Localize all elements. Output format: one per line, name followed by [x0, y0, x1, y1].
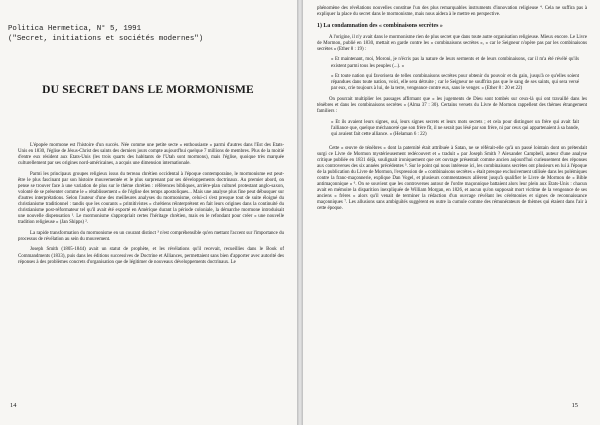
quotation: « Et toute nation qui favorisera de telles combinaisons secrètes pour obtenir du pouvoir et du gain, jusqu'à ce qu'elles soient répandues dans toute nation, voici, elle sera détruite ; car le Seigneur ne souffrira pas que le sang de ses saints, qui sera versé par eux, crie toujours à lui, de la terre, vengeance contre eux, sans le venger. » (Ether 8 : 20 et 22) [331, 74, 579, 92]
paragraph: A l'origine, il n'y avait dans le mormonisme rien de plus secret que dans toute autre organisation religieuse. Mieux encore. Le Livre de Mormon, publié en 1830, mettait en garde contre les « combinaisons secrètes », « car le Seigneur n'opère pas par les combinaisons secrètes » (Ether 8 : 19) : [317, 34, 587, 52]
paragraph: On pourrait multiplier les passages affirmant que « les jugements de Dieu sont tombés sur ceux-là qui ont travaillé dans les ténèbres et dans les combinaisons secrètes » (Alma 37 : 30). Certains versets du Livre de Mormon rappellent des thèmes étrangement familiers : [317, 96, 587, 114]
paragraph: phénomène des révélations nouvelles constitue l'un des plus remarquables instruments d'innovation religieuse ⁴. Cela ne suffira pas à expliquer la place du secret dans le mormonisme, mais nous aidera à le mettre en perspective. [317, 6, 587, 18]
section-heading: 1) La condamnation des « combinaisons secrètes » [317, 22, 443, 29]
paragraph: L'épopée mormone est l'histoire d'un succès. Née comme une petite secte « enthousiaste » parmi d'autres dans l'Est des Etats-Unis en 1830, l'église de Jésus-Christ des saints des derniers jours compte aujourd'hui quelque 7 millions de membres. Plus de la moitié d'entre eux résident aux Etats-Unis (les trois quarts des habitants de l'Utah sont mormons), mais l'église, quoique très marquée culturellement par ses origines nord-américaines, a acquis une dimension internationale. [18, 143, 284, 167]
page-number: 15 [571, 402, 578, 409]
paragraph: Joseph Smith (1805-1844) avait un statut de prophète, et les révélations qu'il recevait, recueillies dans le Book of Commandments (1833), puis dans les éditions successives de Doctrine et Alliances, permettaient sans bien d'apporter avec autorité des réponses à des problèmes concrets d'organisation que de légitimer de nouveaux développements doctrinaux. Le [18, 247, 284, 265]
quotation: « Et ils avaient leurs signes, oui, leurs signes secrets et leurs mots secrets ; et cela pour distinguer un frère qui avait fait l'alliance que, quelque méchanceté que son frère fît, il ne serait pas lésé par son frère, ni par ceux qui appartenaient à sa bande, qui avaient fait cette alliance. » (Helaman 6 : 22) [331, 119, 579, 137]
left-body-column [18, 143, 284, 270]
article-title: DU SECRET DANS LE MORMONISME [42, 84, 254, 96]
left-page [0, 0, 297, 425]
right-body-column [317, 6, 587, 217]
quotation: « Et maintenant, moi, Moroni, je n'écris pas la nature de leurs serments et de leurs combinaisons, car il m'a été révélé qu'ils existent parmi tous les peuples (...). » [331, 57, 579, 69]
journal-header: Politica Hermetica, N° 5, 1991 ("Secret, initiations et sociétés modernes") [8, 25, 204, 43]
page-number: 14 [10, 402, 17, 409]
paragraph: La rapide transformation du mormonisme en un courant distinct ³ n'est compréhensible qu'en mettant l'accent sur l'importance du processus de révélation au sein du mouvement. [18, 230, 284, 242]
right-page [303, 0, 600, 425]
paragraph: Cette « œuvre de ténèbres » dont la paternité était attribuée à Satan, ne se référait-elle qu'à un passé lointain dont on prétendait surgi ce Livre de Mormon mystérieusement redécouvert et « traduit » par Joseph Smith ? Alexander Campbell, auteur d'une analyse critique publiée en 1831 déjà, soulignait ironiquement que cet ouvrage présentait comme ancien aujourd'hui curieusement des réponses aux controverses des six années précédentes ⁵. Sur le point qui nous intéresse ici, les combinaisons secrètes ont plusieurs en lui à l'époque de la publication du Livre de Mormon, l'expression de « combinaisons secrètes » était presque exclusivement utilisée dans les polémiques contre la franc-maçonnerie, explique Dan Vogel, et plusieurs commentateurs allèrent jusqu'à qualifier le Livre de Mormon de « Bible antimaçonnique » ⁶. On se souvient que les controverses autour de l'ordre maçonnique battaient alors leur plein aux Etats-Unis : chacun avait en mémoire la disparition inexpliquée de William Morgan, en 1826, et aucun qu'on supposait mort victime de la vengeance de ses anciens « frères » alors qu'il venait de terminer la rédaction d'un ouvrage révélant les cérémonies et signes de reconnaissance maçonniques ⁷. Les allusions sans ambiguïtés suggèrent en outre la cumule comme des rémunérateurs de thèmes qui étaient dans l'air à cette époque. [317, 145, 587, 212]
paragraph: Parmi les principaux groupes religieux issus du terreau chrétien occidental à l'époque contemporaine, le mormonisme est peut-être le plus fascinant par son histoire mouvementée et le plus surprenant par ses développements doctrinaux. Au premier abord, on pense se trouver face à une variation de plus sur le thème chrétien : références bibliques, arrière-plan culturel protestant anglo-saxon, volonté de se présenter comme le « rétablissement » de l'église des temps apostoliques... Mais une analyse plus fine peut débusquer sur d'autres interprétations. Selon l'auteur d'une des meilleures analyses du mormonisme, celui-ci s'est presque tout de suite éloigné du christianisme traditionnel : tandis que les courants « primitivistes » chrétiens réinterprètent en fait leurs origines dans la continuité du christianisme post-réformateur tel qu'il avait été exporté en Amérique durant la période coloniale, la démarche mormone introduisait une nouvelle dispensation ¹. Le mormonisme s'appropriait certes l'héritage chrétien, mais en le refondant pour créer « une nouvelle tradition religieuse » (Jan Shipps) ². [18, 171, 284, 226]
